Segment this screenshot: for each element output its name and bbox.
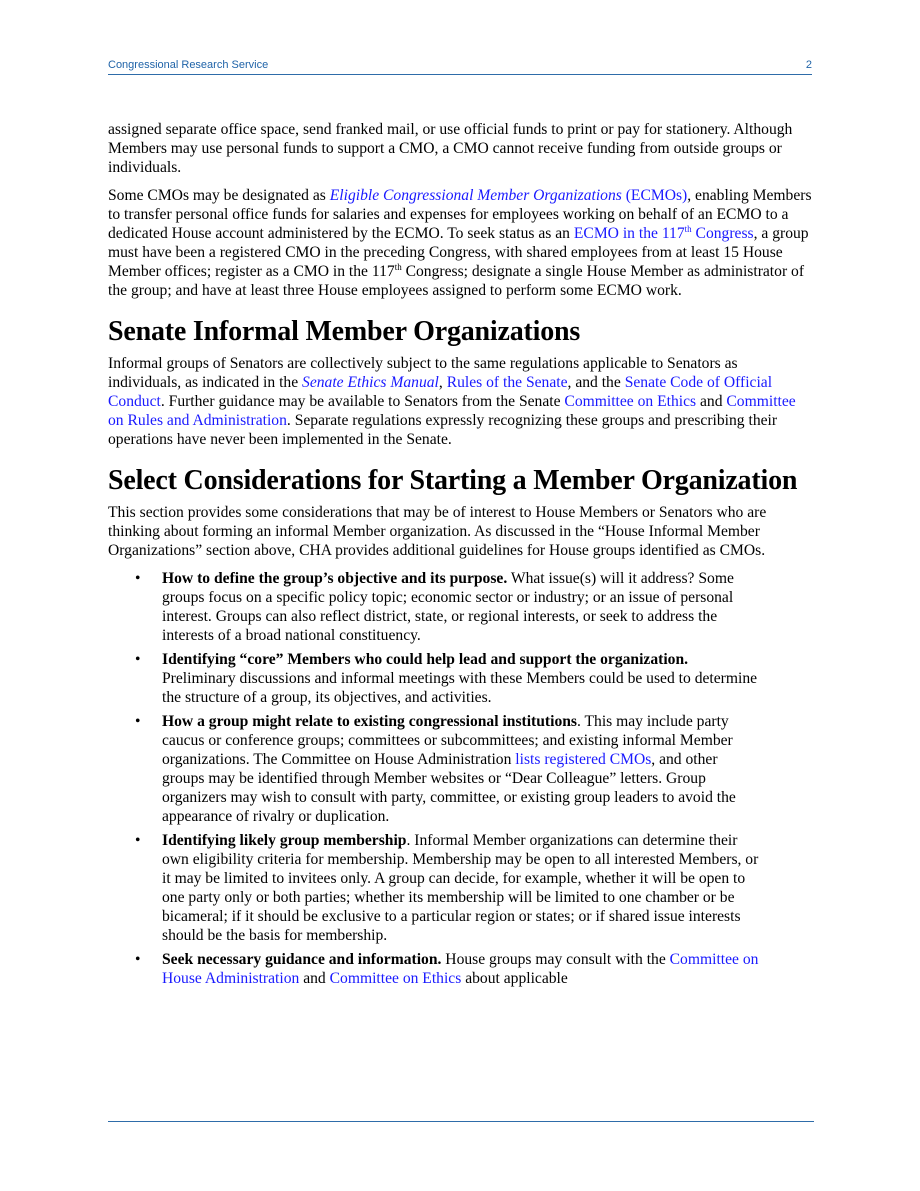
text: Congress; designate a single House Member as administrator of the group; and have at least three House employees assigned to perform some ECMO work. xyxy=(108,263,805,299)
list-item xyxy=(108,831,760,945)
link-rules-of-senate[interactable]: Rules of the Senate xyxy=(446,374,568,391)
list-item xyxy=(108,712,760,826)
paragraph-ecmo xyxy=(108,186,814,300)
link-committee-rules-admin[interactable]: Committee on Rules and Administration xyxy=(108,393,796,429)
link-ecmos[interactable]: (ECMOs) xyxy=(621,187,688,204)
text: , and the xyxy=(567,374,625,391)
item-text: about applicable xyxy=(461,970,568,987)
link-ecmo-117-part1[interactable]: ECMO in the 117 xyxy=(573,225,685,242)
item-text: Preliminary discussions and informal meetings with these Members could be used to determine the structure of a group, its objectives, and activities. xyxy=(162,670,758,706)
heading-select-considerations: Select Considerations for Starting a Member Organization xyxy=(108,465,798,496)
bullet-icon: • xyxy=(135,832,141,849)
bullet-icon: • xyxy=(135,713,141,730)
ordinal-sup: th xyxy=(394,262,402,272)
item-text: , and other groups may be identified through Member websites or “Dear Colleague” letters. Group organizers may wish to consult with party, committee, or existing group leaders to avoid the appearance of rivalry or duplication. xyxy=(162,751,736,825)
item-text: and xyxy=(299,970,330,987)
paragraph-considerations-intro: This section provides some considerations that may be of interest to House Members or Senators who are thinking about forming an informal Member organization. As discussed in the “House Informal Member Organizations” section above, CHA provides additional guidelines for House groups identified as CMOs. xyxy=(108,504,767,559)
item-text: What issue(s) will it address? Some groups focus on a specific policy topic; economic sector or industry; or an issue of personal interest. Groups can also reflect district, state, or regional interests, or seek to address the interests of a broad national constituency. xyxy=(162,570,734,644)
text: , xyxy=(438,374,447,391)
item-text: . Informal Member organizations can determine their own eligibility criteria for membership. Membership may be open to all interested Members, or it may be limited to invitees only. A group can decide, for example, whether it will be open to one party only or both parties; whether its membership will be limited to one chamber or be bicameral; if it should be exclusive to a particular region or states; or if shared issue interests should be the basis for membership. xyxy=(162,832,759,944)
text: , a group must have been a registered CMO in the preceding Congress, with shared employees from at least 15 House Member offices; register as a CMO in the 117 xyxy=(108,225,809,280)
item-lead: How a group might relate to existing congressional institutions xyxy=(162,713,577,730)
link-senate-code-conduct[interactable]: Senate Code of Official Conduct xyxy=(108,374,773,410)
item-lead: Seek necessary guidance and information. xyxy=(162,951,442,968)
bullet-icon: • xyxy=(135,951,141,968)
item-text: House groups may consult with the xyxy=(441,951,670,968)
link-committee-on-ethics-house[interactable]: Committee on Ethics xyxy=(329,970,462,987)
list-item xyxy=(108,950,760,988)
item-text: . This may include party caucus or conference groups; committees or subcommittees; and existing informal Member organizations. The Committee on House Administration xyxy=(162,713,733,768)
link-lists-registered-cmos[interactable]: lists registered CMOs xyxy=(515,751,652,768)
page-header xyxy=(108,56,812,75)
text: , enabling Members to transfer personal office funds for salaries and expenses for employees working on behalf of an ECMO to a dedicated House account administered by the ECMO. To seek status as an xyxy=(108,187,812,242)
footer-rule xyxy=(108,1121,814,1122)
paragraph-senate-informal xyxy=(108,354,814,449)
item-lead: Identifying “core” Members who could help lead and support the organization. xyxy=(162,651,689,668)
link-eligible-cmo[interactable]: Eligible Congressional Member Organizations xyxy=(329,187,622,204)
link-ecmo-117-part2[interactable]: Congress xyxy=(691,225,754,242)
link-committee-house-admin[interactable]: Committee on House Administration xyxy=(162,951,759,987)
link-ecmo-117-sup[interactable]: th xyxy=(684,224,692,234)
page-number: 2 xyxy=(805,59,812,71)
text: . Separate regulations expressly recognizing these groups and prescribing their operations have never been implemented in the Senate. xyxy=(108,412,778,448)
considerations-list xyxy=(108,569,814,988)
heading-senate-informal: Senate Informal Member Organizations xyxy=(108,316,581,347)
text: and xyxy=(696,393,727,410)
paragraph-cmo-restrictions: assigned separate office space, send franked mail, or use official funds to print or pay for stationery. Although Members may use personal funds to support a CMO, a CMO cannot receive funding from outside groups or individuals. xyxy=(108,121,793,176)
text: Some CMOs may be designated as xyxy=(108,187,330,204)
document-body xyxy=(108,120,814,993)
text: . Further guidance may be available to Senators from the Senate xyxy=(160,393,565,410)
header-org-name: Congressional Research Service xyxy=(108,59,269,71)
bullet-icon: • xyxy=(135,570,141,587)
list-item xyxy=(108,569,760,645)
list-item xyxy=(108,650,760,707)
link-committee-on-ethics[interactable]: Committee on Ethics xyxy=(564,393,697,410)
link-senate-ethics-manual[interactable]: Senate Ethics Manual xyxy=(302,374,439,391)
item-lead: Identifying likely group membership xyxy=(162,832,407,849)
bullet-icon: • xyxy=(135,651,141,668)
item-lead: How to define the group’s objective and its purpose. xyxy=(162,570,508,587)
text: Informal groups of Senators are collectively subject to the same regulations applicable to Senators as individuals, as indicated in the xyxy=(108,355,738,391)
